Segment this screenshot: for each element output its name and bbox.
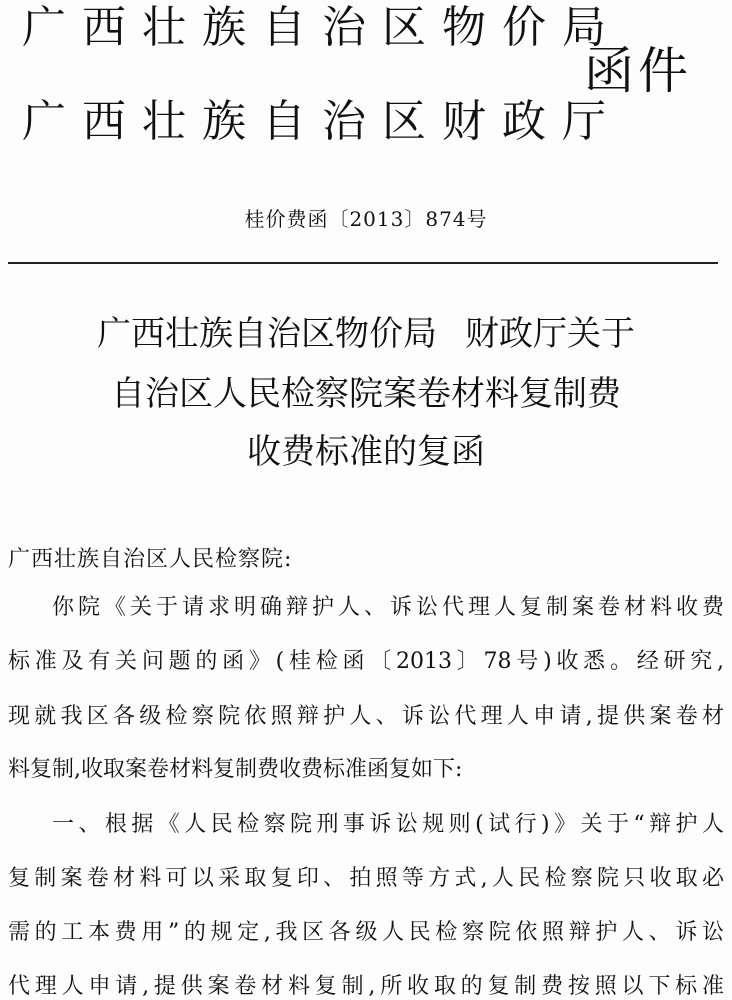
header-divider bbox=[8, 262, 718, 264]
salutation: 广西壮族自治区人民检察院: bbox=[8, 547, 293, 572]
body-text-line: 你院《关于请求明确辩护人、诉讼代理人复制案卷材料收费 bbox=[52, 595, 724, 620]
title-line-1-part-2: 财政厅关于 bbox=[465, 314, 635, 354]
title-line-1-part-1: 广西壮族自治区物价局 bbox=[97, 314, 437, 354]
body-text-line: 代理人申请,提供案卷材料复制,所收取的复制费按照以下标准 bbox=[8, 974, 724, 999]
body-text-line: 一、根据《人民检察院刑事诉讼规则(试行)》关于“辩护人 bbox=[52, 812, 724, 837]
issuer-name-finance-department: 广西壮族自治区财政厅 bbox=[22, 96, 622, 147]
document-title-line-1 bbox=[0, 314, 732, 354]
body-text-line: 需的工本费用”的规定,我区各级人民检察院依照辩护人、诉讼 bbox=[8, 920, 724, 945]
document-title-line-3: 收费标准的复函 bbox=[247, 432, 485, 472]
issuer-name-price-bureau: 广西壮族自治区物价局 bbox=[22, 2, 622, 53]
body-text-line: 复制案卷材料可以采取复印、拍照等方式,人民检察院只收取必 bbox=[8, 866, 724, 891]
body-text-line: 料复制,收取案卷材料复制费收费标准函复如下: bbox=[8, 757, 463, 782]
body-text-line: 现就我区各级检察院依照辩护人、诉讼代理人申请,提供案卷材 bbox=[8, 704, 724, 729]
document-number: 桂价费函〔2013〕874号 bbox=[244, 207, 488, 231]
body-text-line: 标准及有关问题的函》(桂检函〔2013〕78号)收悉。经研究, bbox=[8, 649, 724, 674]
document-title-line-2: 自治区人民检察院案卷材料复制费 bbox=[111, 374, 621, 414]
document-type-label: 函件 bbox=[584, 42, 692, 100]
